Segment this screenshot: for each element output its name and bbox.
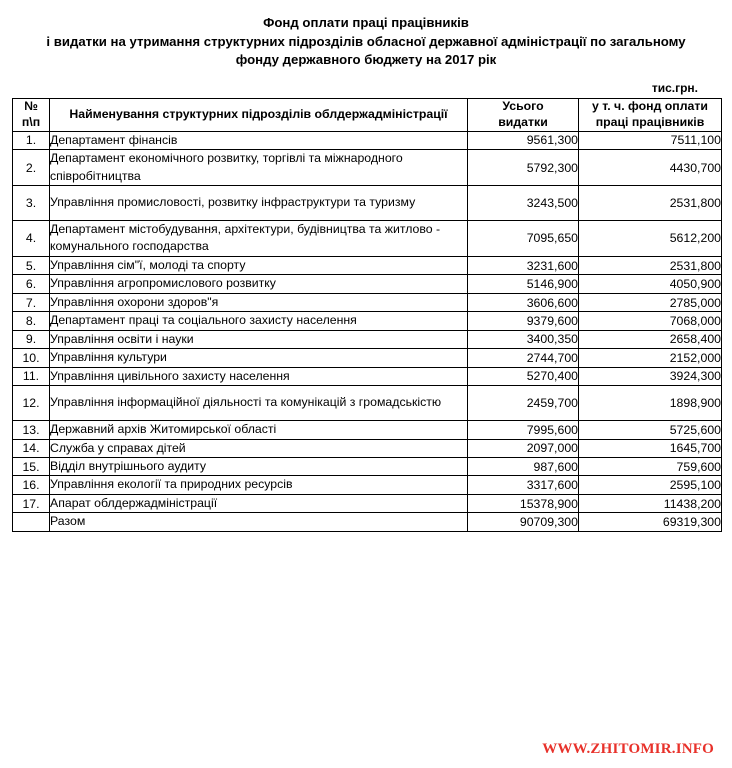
row-total-expenses: 5146,900 xyxy=(468,275,579,293)
row-total-expenses: 9561,300 xyxy=(468,131,579,149)
row-total-expenses: 2097,000 xyxy=(468,439,579,457)
row-wage-fund: 1898,900 xyxy=(579,386,722,421)
table-row xyxy=(13,494,722,512)
column-header-name: Найменування структурних підрозділів облдержадміністрації xyxy=(50,99,468,131)
table-row xyxy=(13,439,722,457)
column-header-number xyxy=(13,99,50,131)
units-label: тис.грн. xyxy=(651,81,698,96)
row-department-name: Управління цивільного захисту населення xyxy=(50,367,468,385)
table-row xyxy=(13,330,722,348)
row-department-name: Управління агропромислового розвитку xyxy=(50,275,468,293)
row-number: 15. xyxy=(13,458,50,476)
column-header-number-line2: п\п xyxy=(21,114,41,129)
row-total-expenses: 5792,300 xyxy=(468,150,579,186)
table-row xyxy=(13,131,722,149)
row-wage-fund: 2531,800 xyxy=(579,186,722,221)
row-wage-fund: 4430,700 xyxy=(579,150,722,186)
row-total-expenses: 3243,500 xyxy=(468,186,579,221)
budget-table xyxy=(12,98,722,532)
row-wage-fund: 7511,100 xyxy=(579,131,722,149)
row-wage-fund: 3924,300 xyxy=(579,367,722,385)
row-total-expenses: 7095,650 xyxy=(468,221,579,257)
row-number: 17. xyxy=(13,494,50,512)
table-row xyxy=(13,312,722,330)
row-total-expenses: 2459,700 xyxy=(468,386,579,421)
column-header-total xyxy=(468,99,579,131)
column-header-fund-line1: у т. ч. фонд оплати xyxy=(592,99,708,114)
table-body xyxy=(13,131,722,531)
column-header-fund-line2: праці працівників xyxy=(595,114,705,129)
table-row xyxy=(13,513,722,531)
table-row xyxy=(13,275,722,293)
row-department-name: Департамент економічного розвитку, торгівлі та міжнародного співробітництва xyxy=(50,150,468,186)
table-row xyxy=(13,293,722,311)
row-department-name: Відділ внутрішнього аудиту xyxy=(50,458,468,476)
table-row xyxy=(13,476,722,494)
row-total-expenses: 9379,600 xyxy=(468,312,579,330)
column-header-total-line2: видатки xyxy=(498,114,548,129)
row-wage-fund: 69319,300 xyxy=(579,513,722,531)
row-wage-fund: 759,600 xyxy=(579,458,722,476)
row-department-name: Управління сім"ї, молоді та спорту xyxy=(50,256,468,274)
row-number: 11. xyxy=(13,367,50,385)
row-wage-fund: 5725,600 xyxy=(579,421,722,439)
table-row xyxy=(13,150,722,186)
row-department-name: Управління екології та природних ресурсів xyxy=(50,476,468,494)
row-wage-fund: 5612,200 xyxy=(579,221,722,257)
row-number: 16. xyxy=(13,476,50,494)
row-department-name: Департамент фінансів xyxy=(50,131,468,149)
row-number: 6. xyxy=(13,275,50,293)
row-number: 4. xyxy=(13,221,50,257)
row-number: 8. xyxy=(13,312,50,330)
title-line-1: Фонд оплати праці працівників xyxy=(263,15,469,30)
row-department-name: Управління інформаційної діяльності та комунікацій з громадськістю xyxy=(50,386,468,421)
row-number: 10. xyxy=(13,349,50,367)
table-row xyxy=(13,256,722,274)
row-number: 2. xyxy=(13,150,50,186)
row-department-name: Управління промисловості, розвитку інфраструктури та туризму xyxy=(50,186,468,221)
row-number: 5. xyxy=(13,256,50,274)
row-department-name: Разом xyxy=(50,513,468,531)
row-wage-fund: 7068,000 xyxy=(579,312,722,330)
row-total-expenses: 987,600 xyxy=(468,458,579,476)
row-department-name: Апарат облдержадміністрації xyxy=(50,494,468,512)
table-header xyxy=(13,99,722,131)
row-wage-fund: 2785,000 xyxy=(579,293,722,311)
table-row xyxy=(13,349,722,367)
row-total-expenses: 3231,600 xyxy=(468,256,579,274)
table-row xyxy=(13,386,722,421)
row-number: 7. xyxy=(13,293,50,311)
title-line-2: і видатки на утримання структурних підрозділів обласної державної адміністрації по загальному xyxy=(46,33,686,49)
row-number: 1. xyxy=(13,131,50,149)
row-wage-fund: 4050,900 xyxy=(579,275,722,293)
row-number: 3. xyxy=(13,186,50,221)
table-row xyxy=(13,421,722,439)
row-wage-fund: 11438,200 xyxy=(579,494,722,512)
table-row xyxy=(13,458,722,476)
table-row xyxy=(13,367,722,385)
row-department-name: Департамент містобудування, архітектури, будівництва та житлово - комунального господарства xyxy=(50,221,468,257)
row-number: 14. xyxy=(13,439,50,457)
row-department-name: Управління культури xyxy=(50,349,468,367)
row-department-name: Управління охорони здоров"я xyxy=(50,293,468,311)
table-header-row xyxy=(13,99,722,131)
column-header-total-line1: Усього xyxy=(502,99,544,114)
table-row xyxy=(13,186,722,221)
row-number xyxy=(13,513,50,531)
row-department-name: Служба у справах дітей xyxy=(50,439,468,457)
row-wage-fund: 2595,100 xyxy=(579,476,722,494)
row-number: 9. xyxy=(13,330,50,348)
column-header-fund xyxy=(579,99,722,131)
watermark: WWW.ZHITOMIR.INFO xyxy=(542,741,714,757)
title-line-3: фонду державного бюджету на 2017 рік xyxy=(235,52,497,68)
table-row xyxy=(13,221,722,257)
row-total-expenses: 15378,900 xyxy=(468,494,579,512)
row-total-expenses: 90709,300 xyxy=(468,513,579,531)
column-header-number-line1: № xyxy=(24,99,38,114)
row-total-expenses: 2744,700 xyxy=(468,349,579,367)
row-total-expenses: 3400,350 xyxy=(468,330,579,348)
row-department-name: Державний архів Житомирської області xyxy=(50,421,468,439)
row-wage-fund: 2152,000 xyxy=(579,349,722,367)
row-total-expenses: 3317,600 xyxy=(468,476,579,494)
row-total-expenses: 5270,400 xyxy=(468,367,579,385)
row-number: 12. xyxy=(13,386,50,421)
row-wage-fund: 2658,400 xyxy=(579,330,722,348)
row-total-expenses: 3606,600 xyxy=(468,293,579,311)
row-number: 13. xyxy=(13,421,50,439)
row-wage-fund: 1645,700 xyxy=(579,439,722,457)
row-department-name: Департамент праці та соціального захисту населення xyxy=(50,312,468,330)
row-department-name: Управління освіти і науки xyxy=(50,330,468,348)
row-total-expenses: 7995,600 xyxy=(468,421,579,439)
row-wage-fund: 2531,800 xyxy=(579,256,722,274)
page-title xyxy=(26,14,706,70)
